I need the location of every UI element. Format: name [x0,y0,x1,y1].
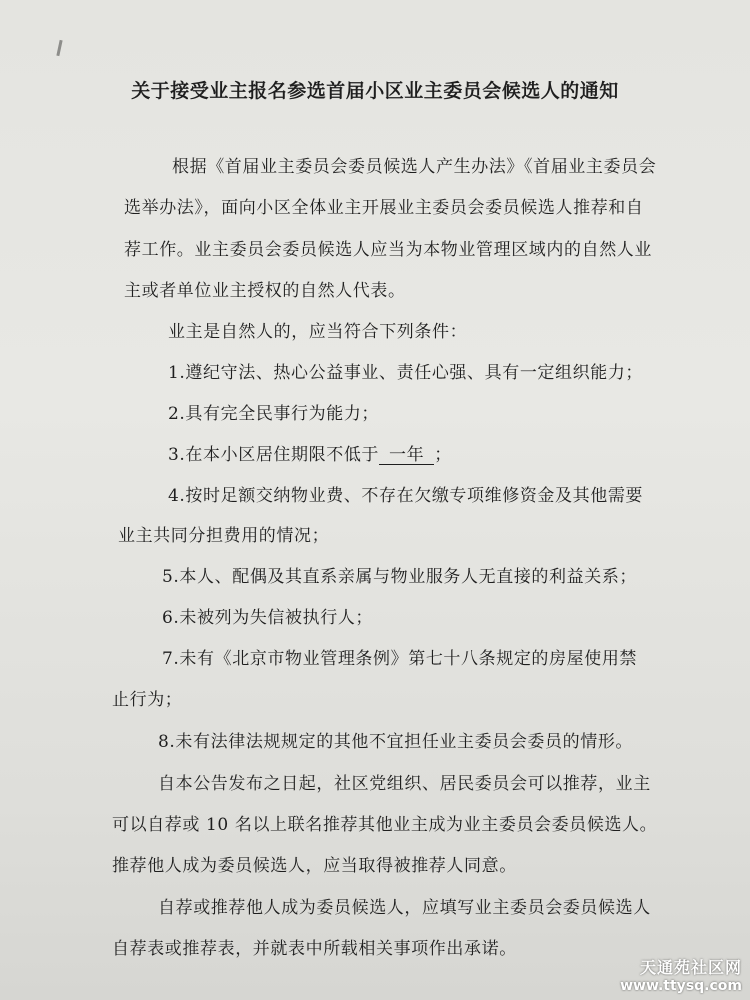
watermark-name: 天通苑社区网 [639,958,742,977]
intro-line-4: 主或者单位业主授权的自然人代表。 [124,281,406,301]
watermark-url: www.ttysq.com [620,978,742,994]
condition-4-line-1: 4.按时足额交纳物业费、不存在欠缴专项维修资金及其他需要 [168,486,644,506]
intro-line-3: 荐工作。业主委员会委员候选人应当为本物业管理区域内的自然人业 [124,240,652,260]
site-watermark [620,955,742,994]
para2-line-3: 推荐他人成为委员候选人，应当取得被推荐人同意。 [112,856,517,876]
condition-3 [168,440,452,465]
intro-line-1: 根据《首届业主委员会委员候选人产生办法》《首届业主委员会 [172,157,657,177]
para2-line-2: 可以自荐或 10 名以上联名推荐其他业主成为业主委员会委员候选人。 [112,815,658,835]
condition-3-blank: 一年 [379,446,434,465]
para3-line-2: 自荐表或推荐表，并就表中所载相关事项作出承诺。 [112,939,517,959]
condition-4-line-2: 业主共同分担费用的情况； [118,526,330,546]
condition-5: 5.本人、配偶及其直系亲属与物业服务人无直接的利益关系； [162,567,638,587]
pen-mark [56,40,62,56]
condition-2: 2.具有完全民事行为能力； [168,404,380,424]
condition-header: 业主是自然人的，应当符合下列条件： [168,322,468,342]
intro-line-2: 选举办法》，面向小区全体业主开展业主委员会委员候选人推荐和自 [124,198,644,218]
condition-1: 1.遵纪守法、热心公益事业、责任心强、具有一定组织能力； [168,363,644,383]
condition-3-prefix: 3.在本小区居住期限不低于 [168,445,380,465]
para3-line-1: 自荐或推荐他人成为委员候选人，应填写业主委员会委员候选人 [158,898,651,918]
notice-title: 关于接受业主报名参选首届小区业主委员会候选人的通知 [131,80,619,102]
condition-6: 6.未被列为失信被执行人； [162,608,374,628]
condition-3-suffix: ； [434,445,452,465]
condition-7-line-1: 7.未有《北京市物业管理条例》第七十八条规定的房屋使用禁 [162,649,638,669]
condition-7-line-2: 止行为； [112,690,183,710]
condition-8: 8.未有法律法规规定的其他不宜担任业主委员会委员的情形。 [158,732,634,752]
para2-line-1: 自本公告发布之日起，社区党组织、居民委员会可以推荐，业主 [158,774,651,794]
